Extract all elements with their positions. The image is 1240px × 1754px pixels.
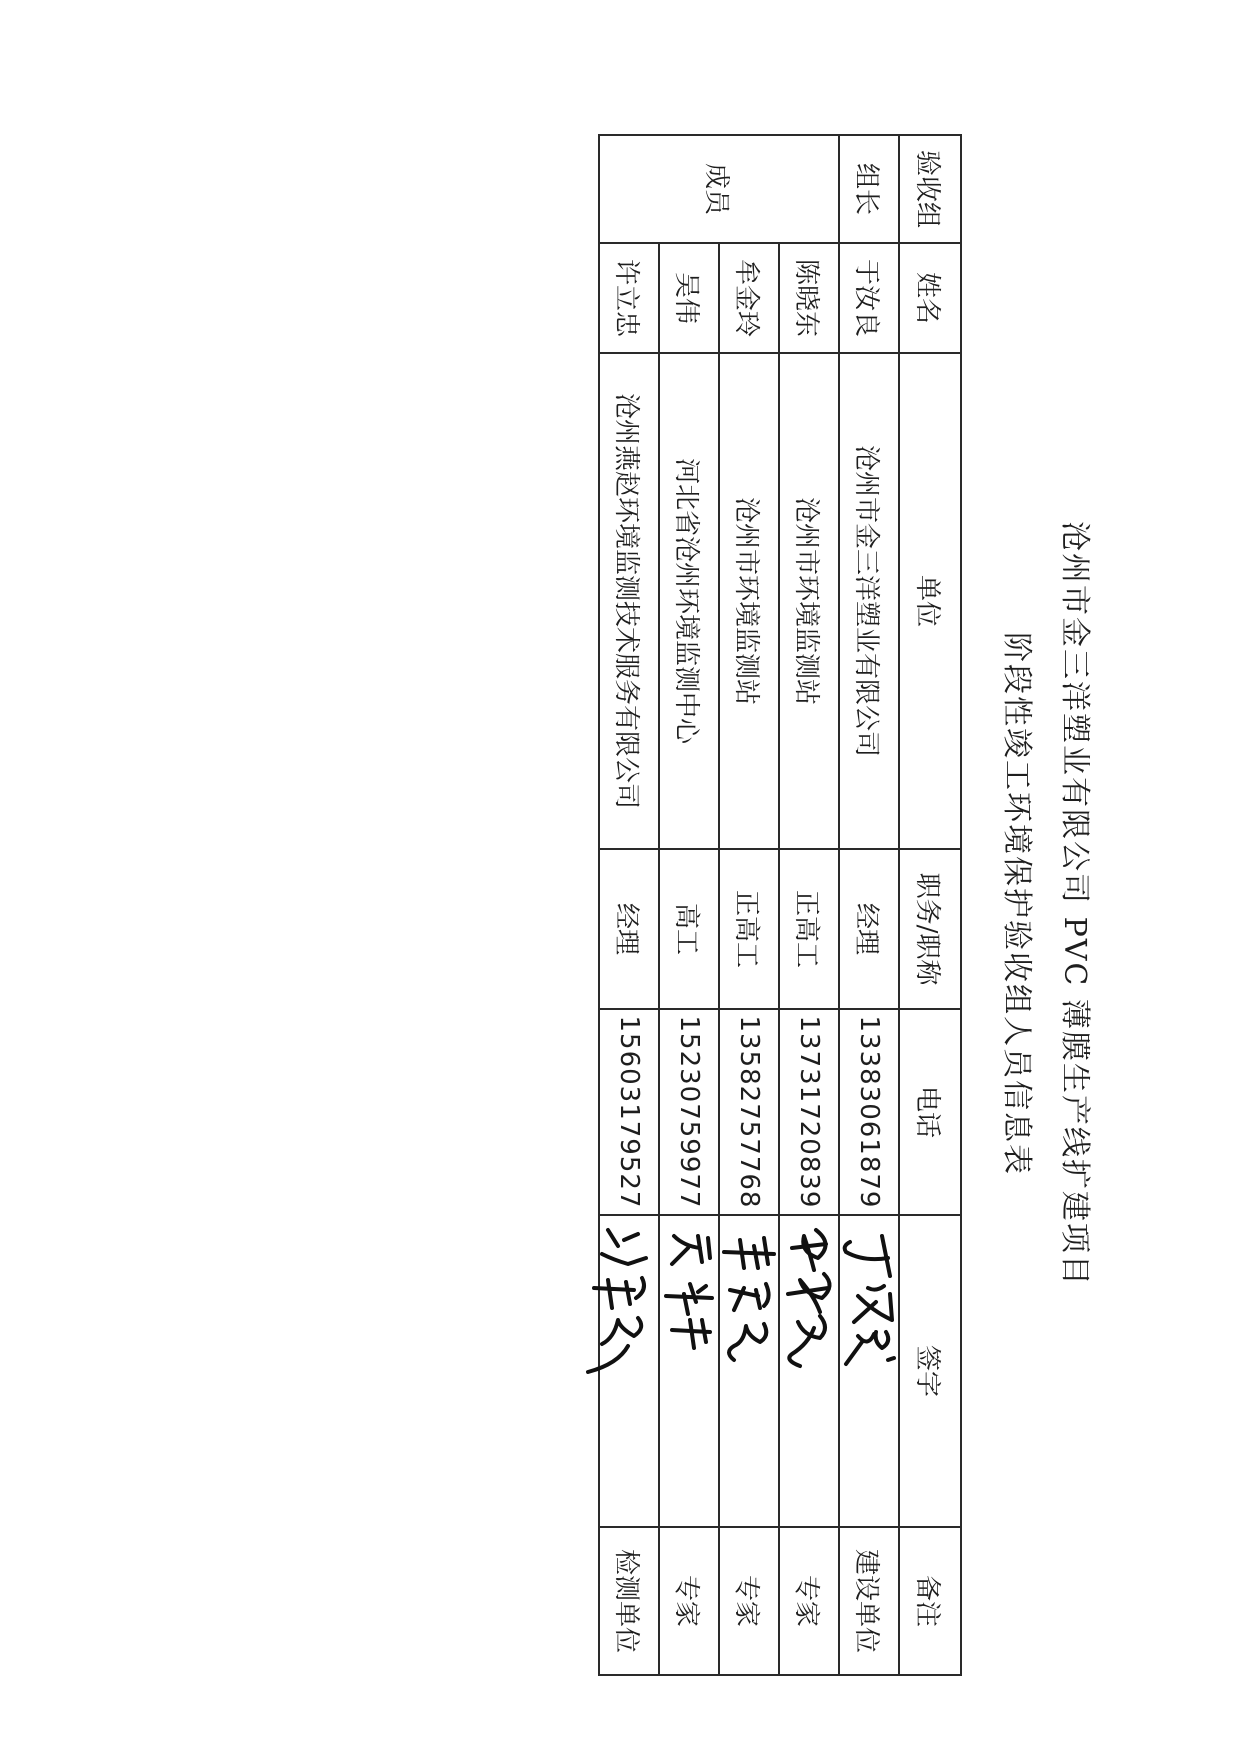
remark-cell: 专家 [779,1527,839,1675]
unit-cell: 沧州市环境监测站 [779,353,839,849]
position-cell: 正高工 [719,849,779,1009]
unit-cell: 沧州市金三洋塑业有限公司 [839,353,899,849]
header-signature: 签字 [899,1215,961,1527]
handwritten-signature [714,1224,784,1374]
remark-cell: 专家 [719,1527,779,1675]
phone-cell: 13383061879 [839,1009,899,1215]
name-cell: 吴伟 [659,243,719,353]
name-cell: 于汝良 [839,243,899,353]
name-cell: 陈晓东 [779,243,839,353]
signature-cell [779,1215,839,1527]
unit-cell: 河北省沧州环境监测中心 [659,353,719,849]
position-cell: 经理 [839,849,899,1009]
signature-cell [839,1215,899,1527]
signature-cell [599,1215,659,1527]
header-name: 姓名 [899,243,961,353]
name-cell: 许立忠 [599,243,659,353]
signature-cell [719,1215,779,1527]
signature-cell [659,1215,719,1527]
name-cell: 牟金玲 [719,243,779,353]
header-position: 职务/职称 [899,849,961,1009]
phone-cell: 15603179527 [599,1009,659,1215]
table-row [839,135,899,1675]
table-row [599,135,659,1675]
handwritten-signature [834,1224,904,1374]
table-row [719,135,779,1675]
acceptance-group-table [598,134,962,1676]
document-subtitle: 阶段性竣工环境保护验收组人员信息表 [999,632,1034,1176]
table-header-row [899,135,961,1675]
unit-cell: 沧州市环境监测站 [719,353,779,849]
document-title: 沧州市金三洋塑业有限公司 PVC 薄膜生产线扩建项目 [1057,521,1092,1287]
header-phone: 电话 [899,1009,961,1215]
phone-cell: 15230759977 [659,1009,719,1215]
header-group: 验收组 [899,135,961,243]
handwritten-signature [578,1224,668,1374]
table-row [779,135,839,1675]
unit-cell: 沧州燕赵环境监测技术服务有限公司 [599,353,659,849]
remark-cell: 检测单位 [599,1527,659,1675]
member-label: 成员 [599,135,839,243]
position-cell: 经理 [599,849,659,1009]
rotated-page [0,134,1100,1674]
position-cell: 高工 [659,849,719,1009]
leader-label: 组长 [839,135,899,243]
position-cell: 正高工 [779,849,839,1009]
remark-cell: 专家 [659,1527,719,1675]
remark-cell: 建设单位 [839,1527,899,1675]
header-unit: 单位 [899,353,961,849]
table-row [659,135,719,1675]
handwritten-signature [774,1224,844,1374]
header-remark: 备注 [899,1527,961,1675]
phone-cell: 13582757768 [719,1009,779,1215]
phone-cell: 13731720839 [779,1009,839,1215]
